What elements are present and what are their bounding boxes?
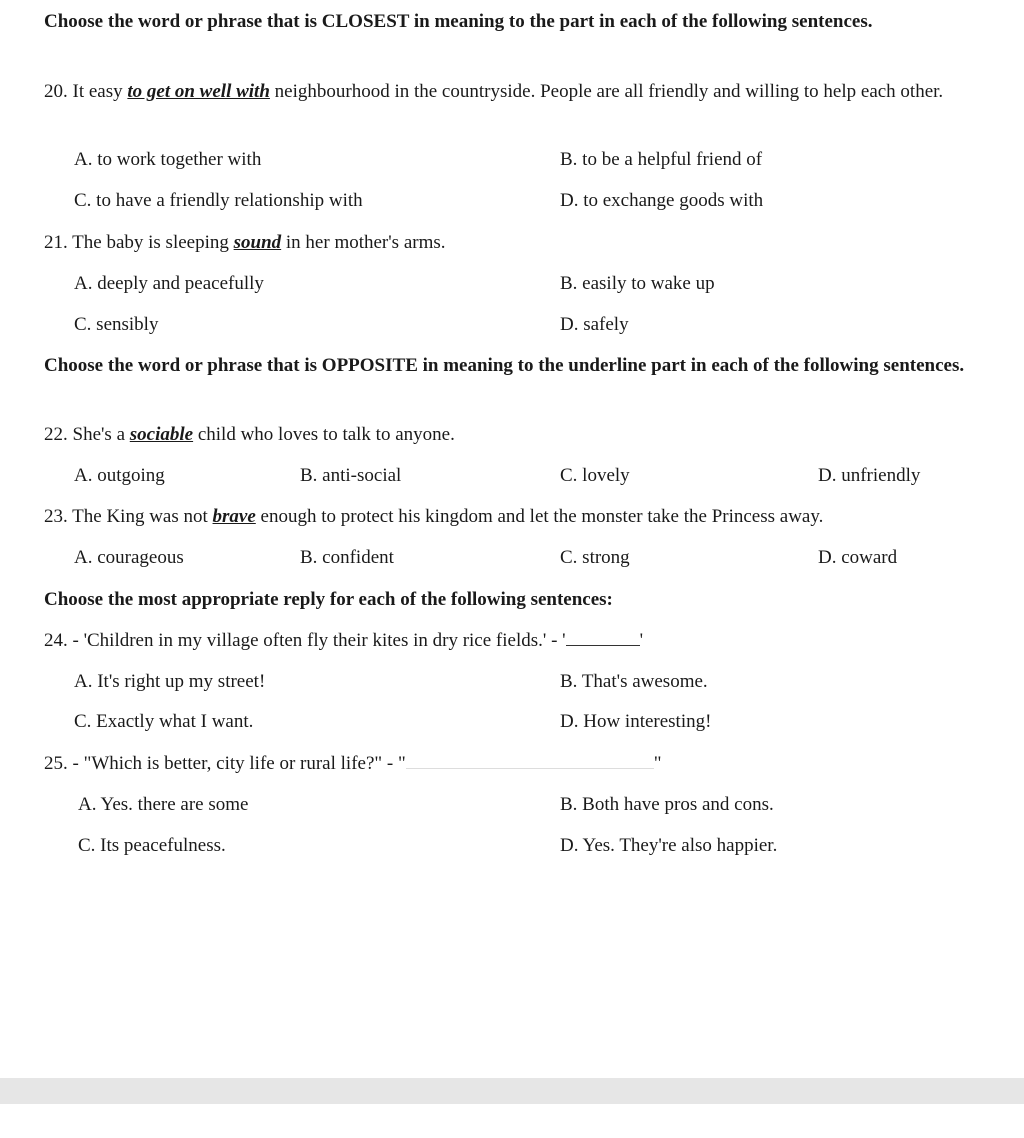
- q24-option-c[interactable]: C. Exactly what I want.: [74, 711, 254, 732]
- question-25: [44, 750, 1004, 778]
- section-heading-opposite: Choose the word or phrase that is OPPOSITE in meaning to the underline part in each of the following sentences.: [44, 355, 965, 376]
- section-heading-closest: Choose the word or phrase that is CLOSEST in meaning to the part in each of the following sentences.: [44, 11, 873, 32]
- q23-option-b[interactable]: B. confident: [300, 547, 394, 568]
- q25-option-a[interactable]: A. Yes. there are some: [78, 794, 249, 815]
- question-23-post: enough to protect his kingdom and let the monster take the Princess away.: [255, 506, 824, 527]
- q25-option-c[interactable]: C. Its peacefulness.: [78, 835, 226, 856]
- question-20: [44, 78, 1004, 106]
- question-22-underlined: sociable: [129, 424, 194, 445]
- question-23-underlined: brave: [212, 506, 256, 527]
- question-23: [44, 503, 1004, 531]
- q25-option-d[interactable]: D. Yes. They're also happier.: [560, 835, 778, 856]
- q21-option-c[interactable]: C. sensibly: [74, 314, 159, 335]
- q24-option-b[interactable]: B. That's awesome.: [560, 671, 708, 692]
- question-25-pre: 25. - "Which is better, city life or rural life?" - ": [44, 753, 406, 774]
- q21-option-a[interactable]: A. deeply and peacefully: [74, 273, 264, 294]
- q22-option-d[interactable]: D. unfriendly: [818, 465, 921, 486]
- footer-bar: [0, 1078, 1024, 1104]
- question-25-blank[interactable]: [406, 750, 654, 769]
- q24-option-a[interactable]: A. It's right up my street!: [74, 671, 266, 692]
- question-21-underlined: sound: [233, 232, 282, 253]
- section-heading-reply: Choose the most appropriate reply for each of the following sentences:: [44, 589, 613, 610]
- question-24-post: ': [639, 630, 644, 651]
- q21-option-b[interactable]: B. easily to wake up: [560, 273, 715, 294]
- question-22: [44, 421, 1004, 449]
- question-25-post: ": [653, 753, 662, 774]
- question-21: [44, 229, 1004, 257]
- question-24: [44, 627, 1004, 655]
- q23-option-d[interactable]: D. coward: [818, 547, 898, 568]
- question-21-pre: 21. The baby is sleeping: [44, 232, 234, 253]
- q23-option-c[interactable]: C. strong: [560, 547, 630, 568]
- q22-option-b[interactable]: B. anti-social: [300, 465, 402, 486]
- question-24-pre: 24. - 'Children in my village often fly their kites in dry rice fields.' - ': [44, 630, 566, 651]
- q22-option-c[interactable]: C. lovely: [560, 465, 630, 486]
- question-22-post: child who loves to talk to anyone.: [193, 424, 455, 445]
- question-21-post: in her mother's arms.: [281, 232, 446, 253]
- question-22-pre: 22. She's a: [44, 424, 130, 445]
- q21-option-d[interactable]: D. safely: [560, 314, 629, 335]
- question-23-pre: 23. The King was not: [44, 506, 213, 527]
- q20-option-d[interactable]: D. to exchange goods with: [560, 190, 764, 211]
- q22-option-a[interactable]: A. outgoing: [74, 465, 165, 486]
- q20-option-a[interactable]: A. to work together with: [74, 149, 262, 170]
- q25-option-b[interactable]: B. Both have pros and cons.: [560, 794, 774, 815]
- q20-option-b[interactable]: B. to be a helpful friend of: [560, 149, 763, 170]
- q23-option-a[interactable]: A. courageous: [74, 547, 184, 568]
- q20-option-c[interactable]: C. to have a friendly relationship with: [74, 190, 363, 211]
- question-20-post: neighbourhood in the countryside. People are all friendly and willing to help each other.: [269, 81, 944, 102]
- question-20-pre: 20. It easy: [44, 81, 128, 102]
- q24-option-d[interactable]: D. How interesting!: [560, 711, 712, 732]
- question-20-underlined: to get on well with: [127, 81, 270, 102]
- question-24-blank[interactable]: [566, 627, 640, 646]
